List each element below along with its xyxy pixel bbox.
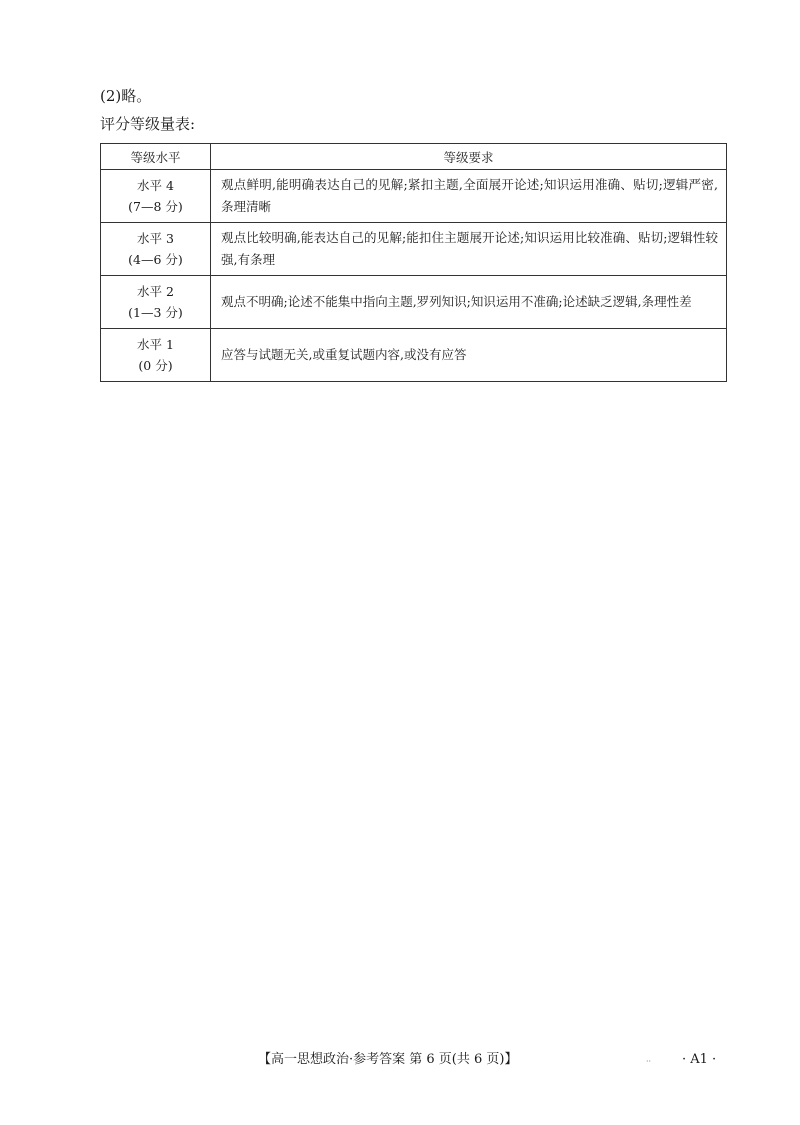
footer-title: 【高一思想政治·参考答案 第 6 页(共 6 页)】 <box>258 1052 518 1067</box>
requirement-cell: 观点比较明确,能表达自己的见解;能扣住主题展开论述;知识运用比较准确、贴切;逻辑性较强,有条理 <box>211 223 727 276</box>
requirement-cell: 观点不明确;论述不能集中指向主题,罗列知识;知识运用不准确;论述缺乏逻辑,条理性差 <box>211 276 727 329</box>
rubric-table <box>100 143 727 382</box>
level-score: (4—6 分) <box>128 252 183 267</box>
table-header-row <box>101 144 727 170</box>
level-name: 水平 4 <box>137 178 174 193</box>
level-name: 水平 3 <box>137 231 174 246</box>
table-row <box>101 329 727 382</box>
header-level: 等级水平 <box>101 144 211 170</box>
level-score: (7—8 分) <box>128 199 183 214</box>
level-cell <box>101 276 211 329</box>
level-cell <box>101 223 211 276</box>
level-cell <box>101 329 211 382</box>
header-requirement: 等级要求 <box>211 144 727 170</box>
table-row <box>101 276 727 329</box>
level-name: 水平 1 <box>137 337 174 352</box>
footer-mark: ·· <box>646 1057 652 1066</box>
requirement-cell: 应答与试题无关,或重复试题内容,或没有应答 <box>211 329 727 382</box>
level-score: (1—3 分) <box>128 305 183 320</box>
footer-code: · A1 · <box>682 1052 717 1067</box>
table-title: 评分等级量表: <box>100 115 196 133</box>
requirement-cell: 观点鲜明,能明确表达自己的见解;紧扣主题,全面展开论述;知识运用准确、贴切;逻辑严密,条理清晰 <box>211 170 727 223</box>
level-cell <box>101 170 211 223</box>
level-name: 水平 2 <box>137 284 174 299</box>
table-row <box>101 223 727 276</box>
table-row <box>101 170 727 223</box>
page-footer <box>0 1048 800 1072</box>
level-score: (0 分) <box>138 358 173 373</box>
answer-line: (2)略。 <box>100 87 152 105</box>
